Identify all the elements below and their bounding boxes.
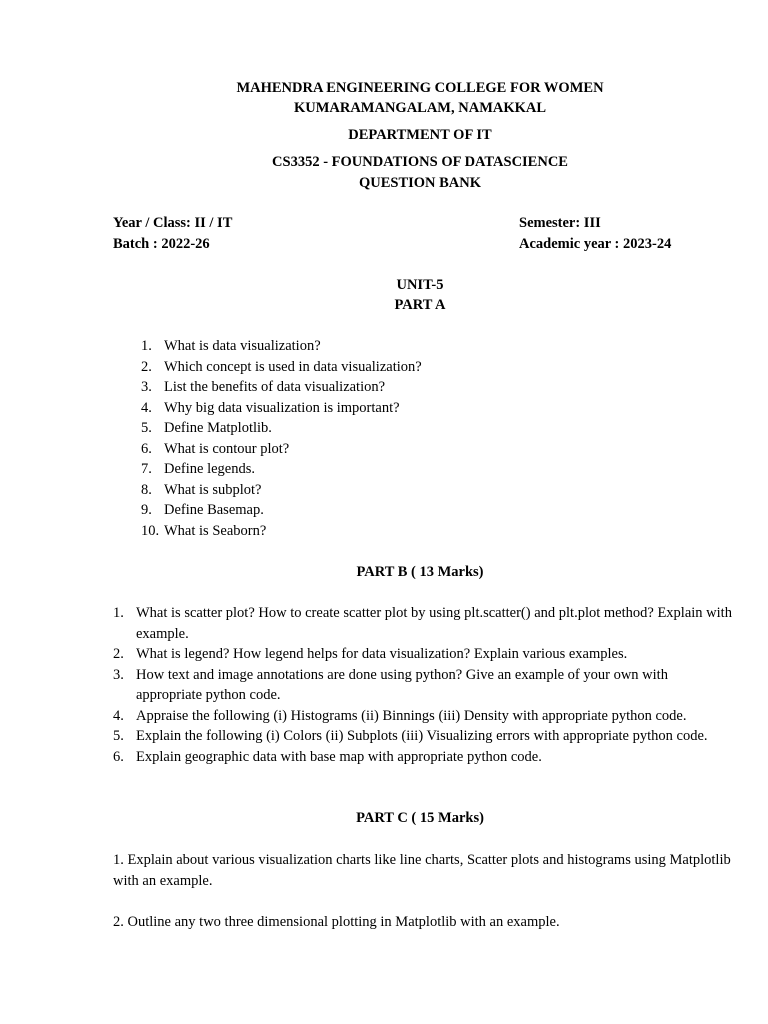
list-item [141,357,422,378]
question-text: Define Matplotlib. [164,420,272,436]
item-number: 9. [141,502,152,518]
semester: Semester: III [519,215,601,231]
college-name: MAHENDRA ENGINEERING COLLEGE FOR WOMEN [236,80,604,96]
academic-year: Academic year : 2023-24 [519,236,672,252]
list-item [141,480,422,501]
list-item [141,521,422,542]
question-text: What is Seaborn? [164,522,267,539]
item-number: 4. [113,707,124,724]
list-item [113,603,733,644]
question-text: Define legends. [164,461,255,477]
question-text: Define Basemap. [164,502,264,518]
item-number: 2. [141,358,152,375]
item-number: 1. [113,605,124,621]
question-text: Appraise the following (i) Histograms (ii) Binnings (iii) Density with appropriate python code. [136,707,687,724]
list-item [113,706,733,727]
question-text: What is scatter plot? How to create scatter plot by using plt.scatter() and plt.plot method? Explain with example. [136,605,732,642]
list-item [141,377,422,398]
question-text: List the benefits of data visualization? [164,379,386,395]
list-item [113,747,733,768]
part-a-list [141,336,422,541]
item-number: 7. [141,461,152,477]
list-item [113,644,733,665]
item-number: 3. [141,379,152,395]
list-item [141,459,422,480]
unit-title: UNIT-5 [396,277,444,293]
list-item [141,336,422,357]
item-number: 6. [141,440,152,457]
part-c-question: 1. Explain about various visualization charts like line charts, Scatter plots and histograms using Matplotlib with an example. [113,852,731,889]
item-number: 4. [141,399,152,416]
question-text: What is subplot? [164,481,262,498]
part-c-question: 2. Outline any two three dimensional plotting in Matplotlib with an example. [113,914,560,930]
question-text: What is legend? How legend helps for data visualization? Explain various examples. [136,646,628,662]
question-text: Why big data visualization is important? [164,399,400,416]
question-text: What is data visualization? [164,338,321,354]
question-text: Explain geographic data with base map with appropriate python code. [136,748,542,765]
item-number: 3. [113,666,124,683]
list-item [141,398,422,419]
department-title: DEPARTMENT OF IT [348,127,492,143]
part-b-list [113,603,733,767]
list-item [141,500,422,521]
list-item [141,439,422,460]
college-location: KUMARAMANGALAM, NAMAKKAL [293,100,547,116]
item-number: 8. [141,481,152,498]
item-number: 6. [113,748,124,765]
item-number: 2. [113,646,124,662]
course-title: CS3352 - FOUNDATIONS OF DATASCIENCE [272,154,568,170]
item-number: 5. [141,420,152,436]
item-number: 5. [113,728,124,744]
part-b-title: PART B ( 13 Marks) [356,564,484,580]
question-text: How text and image annotations are done using python? Give an example of your own with appropriate python code. [136,666,668,703]
list-item [113,665,733,706]
part-c-title: PART C ( 15 Marks) [356,810,484,826]
list-item [113,726,733,747]
list-item [141,418,422,439]
part-a-title: PART A [394,297,446,313]
item-number: 10. [141,522,160,539]
batch: Batch : 2022-26 [113,236,210,252]
item-number: 1. [141,338,152,354]
document-type: QUESTION BANK [358,175,482,191]
year-class: Year / Class: II / IT [113,215,233,231]
question-text: What is contour plot? [164,440,290,457]
question-text: Explain the following (i) Colors (ii) Subplots (iii) Visualizing errors with appropriate python code. [136,728,708,744]
question-text: Which concept is used in data visualization? [164,358,422,375]
